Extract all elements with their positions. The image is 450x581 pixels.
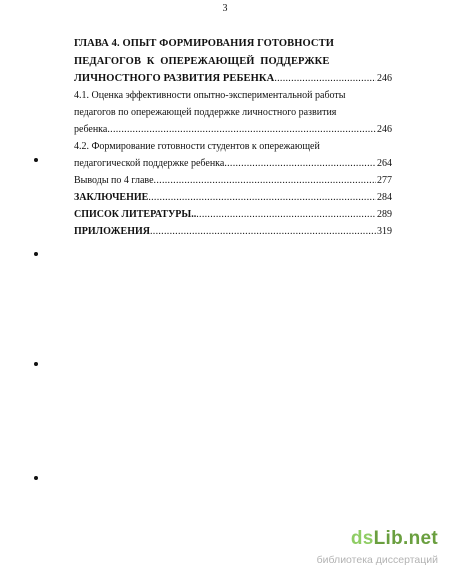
toc-section42-line2	[74, 157, 392, 171]
dslib-logo-lib: Lib.net	[373, 528, 438, 549]
toc-chapter4-line2	[74, 55, 392, 69]
toc-appendices-page: 319	[377, 226, 392, 237]
toc-appendices	[74, 225, 392, 239]
toc-leader-dots	[274, 72, 376, 86]
toc-leader-dots	[107, 123, 376, 137]
toc-section42-line1	[74, 140, 392, 154]
toc-conclusion-page: 284	[377, 192, 392, 203]
toc-appendices-text: ПРИЛОЖЕНИЯ	[74, 226, 150, 237]
toc-section42-text1: 4.2. Формирование готовности студентов к опережающей	[74, 141, 320, 152]
toc-conclusions4-text: Выводы по 4 главе	[74, 175, 154, 186]
toc-leader-dots	[224, 157, 376, 171]
toc-leader-dots	[148, 191, 376, 205]
toc-leader-dots	[150, 225, 376, 239]
toc-section41-text1: 4.1. Оценка эффективности опытно-экспериментальной работы	[74, 90, 346, 101]
toc-section42-text2: педагогической поддержке ребенка	[74, 158, 225, 169]
page-number: 3	[222, 3, 228, 14]
toc-references-text: СПИСОК ЛИТЕРАТУРЫ..	[74, 209, 197, 220]
margin-punch-mark	[34, 476, 38, 480]
dslib-logo	[351, 528, 438, 550]
toc-conclusion	[74, 191, 392, 205]
toc-references	[74, 208, 392, 222]
toc-section41-text2: педагогов по опережающей поддержке личностного развития	[74, 107, 337, 118]
toc-chapter4-line3	[74, 72, 392, 86]
dslib-watermark	[310, 528, 438, 574]
toc-chapter4-text3: ЛИЧНОСТНОГО РАЗВИТИЯ РЕБЕНКА	[74, 73, 275, 84]
toc-conclusion-text: ЗАКЛЮЧЕНИЕ	[74, 192, 149, 203]
toc-references-page: 289	[377, 209, 392, 220]
dslib-logo-ds: ds	[350, 528, 374, 549]
toc-chapter4-text1: ГЛАВА 4. ОПЫТ ФОРМИРОВАНИЯ ГОТОВНОСТИ	[74, 38, 334, 49]
toc-section42-page: 264	[377, 158, 392, 169]
toc-chapter4-page: 246	[377, 73, 392, 84]
toc-section41-line2	[74, 106, 392, 120]
toc-conclusions4	[74, 174, 392, 188]
toc-conclusions4-page: 277	[377, 175, 392, 186]
margin-punch-mark	[34, 252, 38, 256]
toc-leader-dots	[154, 174, 376, 188]
toc-chapter4-text2: ПЕДАГОГОВ К ОПЕРЕЖАЮЩЕЙ ПОДДЕРЖКЕ	[74, 56, 330, 67]
toc-chapter4-line1	[74, 37, 392, 51]
toc-leader-dots	[196, 208, 376, 222]
toc-section41-line1	[74, 89, 392, 103]
dslib-subtitle: библиотека диссертаций	[316, 554, 438, 566]
toc-section41-page: 246	[377, 124, 392, 135]
toc-section41-text3: ребенка	[74, 124, 108, 135]
margin-punch-mark	[34, 362, 38, 366]
toc-section41-line3	[74, 123, 392, 137]
margin-punch-mark	[34, 158, 38, 162]
